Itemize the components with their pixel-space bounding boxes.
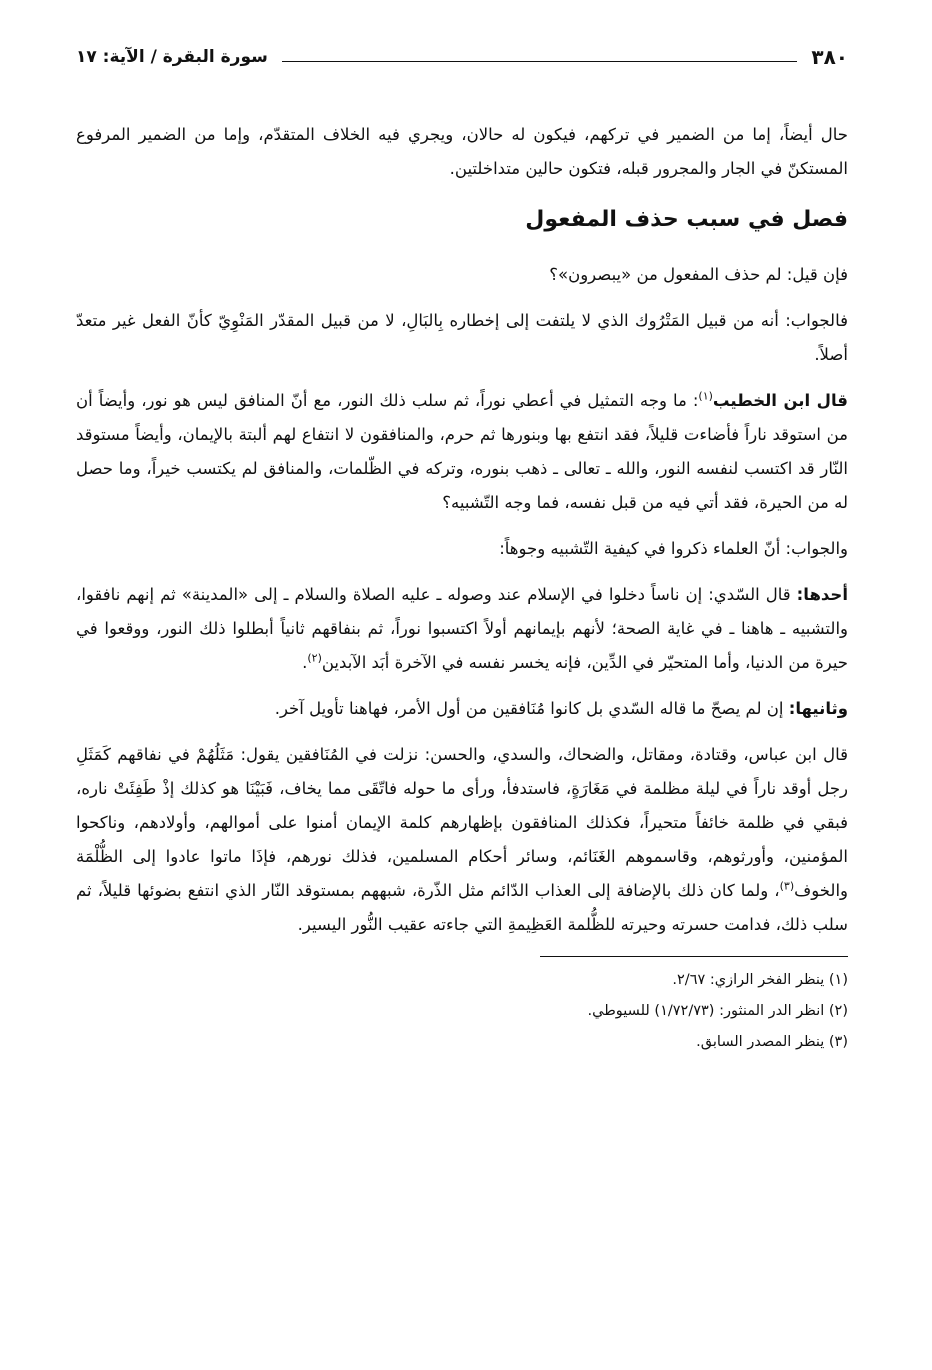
running-title: سورة البقرة / الآية: ١٧ [76,47,268,67]
footnote-ref-2[interactable]: (٢) [307,651,322,665]
paragraph-ibn-abbas [76,738,848,942]
paragraph-answer-2: والجواب: أنّ العلماء ذكروا في كيفية التّشبيه وجوهاً: [499,539,848,558]
lead-first: أحدها: [796,585,848,604]
paragraph-first [76,578,848,680]
main-text [76,118,848,1058]
first-tail: . [302,653,308,672]
footnote-rule [540,956,848,957]
footnote-1: (١) ينظر الفخر الرازي: ٢/٦٧. [672,972,848,988]
section-heading: فصل في سبب حذف المفعول [525,207,848,232]
footnote-3: (٣) ينظر المصدر السابق. [696,1034,848,1050]
second-text: إن لم يصحّ ما قاله السّدي بل كانوا مُنَافقين من أول الأمر، فهاهنا تأويل آخر. [274,699,789,718]
ibn-khatib-text: : ما وجه التمثيل في أعطي نوراً، ثم سلب ذلك النور، مع أنّ المنافق ليس هو نور، وأيضاً أن من استوقد ناراً فأضاءت قليلاً، فقد انتفع بها وبنورها ثم حرم، والمنافقون لا انتفاع لهم ألبتة بالإيمان، وأيضاً مستوقد النّار قد اكتسب لنفسه النور، والله ـ تعالى ـ ذهب بنوره، وتركه في الظّلمات، والمنافق لم يكتسب خيراً، وما حصل له من الحيرة، فقد أتي فيه من قبل نفسه، فما وجه التّشبيه؟ [76,391,848,512]
footnotes [76,956,848,1058]
first-text: قال السّدي: إن ناساً دخلوا في الإسلام عند وصوله ـ عليه الصلاة والسلام ـ إلى «المدينة» ثم إنهم نافقوا، والتشبيه ـ هاهنا ـ في غاية الصحة؛ لأنهم بإيمانهم أولاً اكتسبوا نوراً، ثم بنفاقهم ثانياً أبطلوا ذلك النور، ووقعوا في حيرة من الدنيا، وأما المتحيّر في الدِّين، فإنه يخسر نفسه في الآخرة أبَد الآبدين [76,585,848,672]
footnote-ref-1[interactable]: (١) [698,389,713,403]
paragraph-answer: فالجواب: أنه من قبيل المَتْرُوك الذي لا يلتفت إلى إخطاره بِالبَالِ، لا من قبيل المقدّر المَنْوِيّ كأنّ الفعل غير متعدّ أصلاً. [76,311,848,364]
paragraph-question: فإن قيل: لم حذف المفعول من «يبصرون»؟ [549,265,848,284]
lead-ibn-khatib: قال ابن الخطيب [712,391,848,410]
paragraph-second [76,692,848,726]
paragraph-intro: حال أيضاً، إما من الضمير في تركهم، فيكون له حالان، ويجري فيه الخلاف المتقدّم، وإما من الضمير المرفوع المستكنّ في الجار والمجرور قبله، فتكون حالين متداخلتين. [76,125,848,178]
page-number: ٣٨٠ [811,45,848,69]
header-rule [282,61,798,62]
paragraph-ibn-khatib [76,384,848,520]
lead-second: وثانيها: [788,699,848,718]
ibn-abbas-text-b: ، ولما كان ذلك بالإضافة إلى العذاب الدّائم مثل الذّرة، شبههم بمستوقد النّار الذي انتفع بضوئها قليلاً، ثم سلب ذلك، فدامت حسرته وحيرته للظُّلمة العَظِيمةِ التي جاءته عقيب النُّور اليسير. [76,881,848,934]
ibn-abbas-text-a: قال ابن عباس، وقتادة، ومقاتل، والضحاك، والسدي، والحسن: نزلت في المُنَافقين يقول: مَثَلُهُمْ في نفاقهم كَمَثَلِ رجل أوقد ناراً في ليلة مظلمة في مَغَارَةٍ، فاستدفأ، ورأى ما حوله فاتّقَى مما يخاف، فَبَيْنَا هو كذلك إذْ طَفِئَتْ ناره، فبقي في ظلمة خائفاً متحيراً، فكذلك المنافقون بإظهارهم كلمة الإيمان أمنوا على أموالهم، وأولادهم، وناكحوا المؤمنين، وأورثوهم، وقاسموهم الغَنَائم، وسائر أحكام المسلمين، فذلك نورهم، فإذَا ماتوا عادوا إلى الظُّلْمَة والخوف [76,745,848,900]
footnote-2: (٢) انظر الدر المنثور: (١/٧٢/٧٣) للسيوطي. [587,1003,848,1019]
footnote-ref-3[interactable]: (٣) [779,879,795,893]
page-header [76,40,848,74]
